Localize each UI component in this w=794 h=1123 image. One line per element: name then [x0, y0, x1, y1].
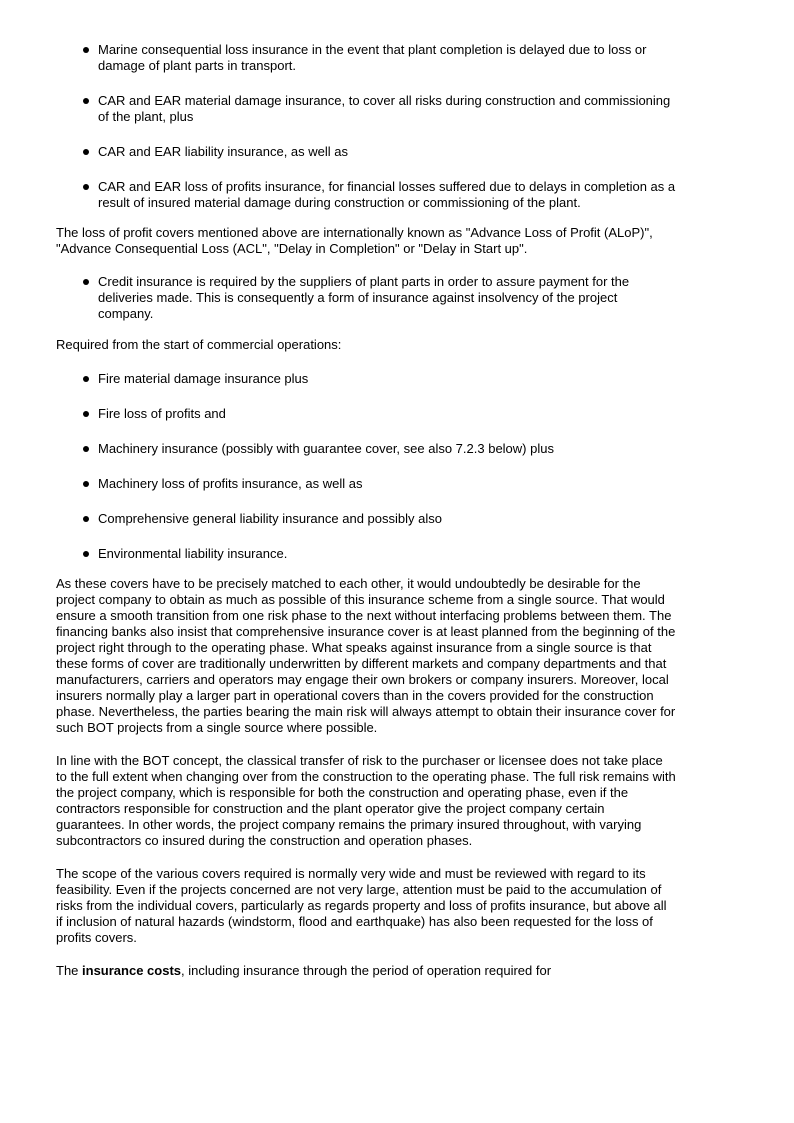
list-item-text: Credit insurance is required by the suppliers of plant parts in order to assure payment for the deliveries made. This is consequently a form of insurance against insolvency of the project company. [98, 274, 630, 321]
construction-phase-list [56, 42, 676, 211]
bullet-icon [83, 516, 89, 522]
list-item-text: Machinery loss of profits insurance, as well as [98, 476, 363, 491]
bullet-icon [83, 551, 89, 557]
list-item [56, 371, 676, 387]
bullet-icon [83, 376, 89, 382]
list-item [56, 406, 676, 422]
list-item-text: CAR and EAR material damage insurance, to cover all risks during construction and commissioning of the plant, plus [98, 93, 671, 124]
list-item-text: Machinery insurance (possibly with guarantee cover, see also 7.2.3 below) plus [98, 441, 554, 456]
bullet-icon [83, 481, 89, 487]
bullet-icon [83, 47, 89, 53]
list-item-text: Comprehensive general liability insurance and possibly also [98, 511, 442, 526]
list-item-text: Fire loss of profits and [98, 406, 226, 421]
bullet-icon [83, 279, 89, 285]
bullet-icon [83, 149, 89, 155]
bullet-icon [83, 98, 89, 104]
bullet-icon [83, 446, 89, 452]
list-item [56, 42, 676, 74]
list-item-text: CAR and EAR liability insurance, as well as [98, 144, 348, 159]
list-item [56, 274, 676, 322]
bullet-icon [83, 411, 89, 417]
list-item [56, 546, 676, 562]
paragraph-matched-covers: As these covers have to be precisely matched to each other, it would undoubtedly be desirable for the project company to obtain as much as possible of this insurance scheme from a single source. That would ensure a smooth transition from one risk phase to the next without interfacing problems between them. The financing banks also insist that comprehensive insurance cover is at least planned from the beginning of the project right through to the operating phase. What speaks against insurance from a single source is that these forms of cover are traditionally underwritten by different markets and company departments and that manufacturers, carriers and operators may engage their own brokers or company insurers. Moreover, local insurers normally play a larger part in operational covers than in the covers provided for the construction phase. Nevertheless, the parties bearing the main risk will always attempt to obtain their insurance cover for such BOT projects from a single source where possible. [56, 576, 676, 735]
paragraph-required: Required from the start of commercial operations: [56, 337, 342, 352]
list-item [56, 179, 676, 211]
list-item [56, 144, 676, 160]
list-item-text: CAR and EAR loss of profits insurance, for financial losses suffered due to delays in completion as a result of insured material damage during construction or commissioning of the plant. [98, 179, 676, 210]
costs-suffix: , including insurance through the period of operation required for [181, 963, 552, 978]
costs-bold-term: insurance costs [82, 963, 182, 978]
list-item [56, 93, 676, 125]
paragraph-alop: The loss of profit covers mentioned above are internationally known as "Advance Loss of Profit (ALoP)", "Advance Consequential Loss (ACL", "Delay in Completion" or "Delay in Start up". [56, 225, 653, 256]
list-item [56, 441, 676, 457]
paragraph-insurance-costs [56, 963, 676, 979]
paragraph-bot-concept: In line with the BOT concept, the classical transfer of risk to the purchaser or licensee does not take place to the full extent when changing over from the construction to the operating phase. The full risk remains with the project company, which is responsible for both the construction and operating phase, even if the contractors responsible for construction and the plant operator give the project company certain guarantees. In other words, the project company remains the primary insured throughout, with varying subcontractors co insured during the construction and operation phases. [56, 753, 676, 848]
list-item-text: Fire material damage insurance plus [98, 371, 309, 386]
list-item [56, 511, 676, 527]
costs-prefix: The [56, 963, 83, 978]
paragraph-scope: The scope of the various covers required is normally very wide and must be reviewed with regard to its feasibility. Even if the projects concerned are not very large, attention must be paid to the accumulation of risks from the individual covers, particularly as regards property and loss of profits insurance, but above all if inclusion of natural hazards (windstorm, flood and earthquake) has also been requested for the loss of profits covers. [56, 866, 667, 945]
operations-list [56, 371, 676, 562]
bullet-icon [83, 184, 89, 190]
document-page [56, 42, 676, 996]
list-item-text: Marine consequential loss insurance in the event that plant completion is delayed due to loss or damage of plant parts in transport. [98, 42, 647, 73]
credit-insurance-list [56, 274, 676, 322]
list-item-text: Environmental liability insurance. [98, 546, 288, 561]
list-item [56, 476, 676, 492]
